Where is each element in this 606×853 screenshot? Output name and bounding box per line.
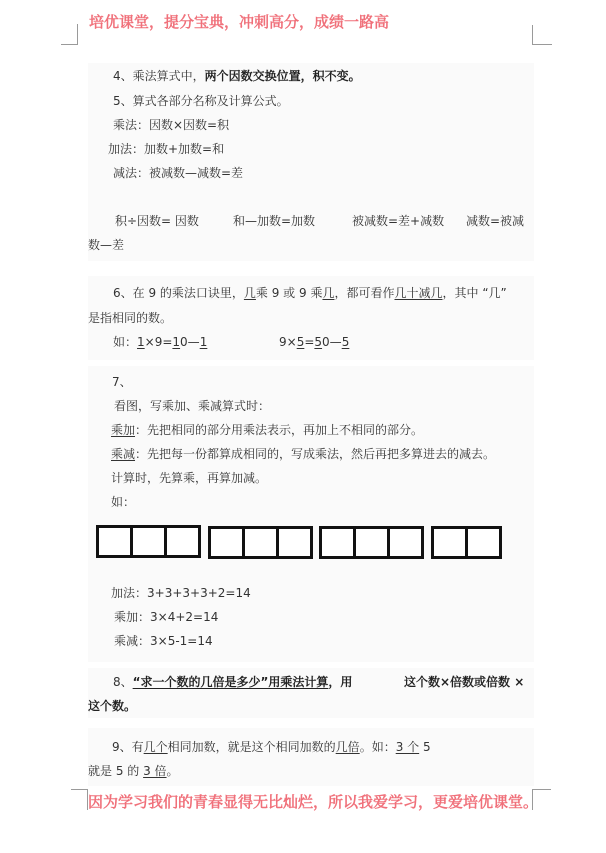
formula-derived-3: 被减数=差+减数 [352, 214, 445, 228]
box-cell [390, 529, 421, 556]
section-6-example-2: 9×5=50—5 [279, 335, 350, 349]
section-4: 4、乘法算式中，两个因数交换位置，积不变。 [113, 69, 361, 83]
box-group-3 [319, 526, 424, 559]
box-cell [211, 529, 245, 556]
section-6-example-1: 如：1×9=10—1 [113, 335, 208, 349]
box-cell [356, 529, 390, 556]
formula-multiplication: 乘法：因数×因数=积 [113, 118, 230, 132]
corner-mark-top-right [532, 25, 552, 45]
box-cell [167, 528, 198, 555]
formula-subtraction: 减法：被减数—减数=差 [113, 166, 244, 180]
box-group-4 [431, 526, 502, 559]
box-cell [245, 529, 279, 556]
section-9-cont: 就是 5 的 3 倍。 [88, 764, 179, 778]
box-cell [99, 528, 133, 555]
formula-derived-4: 减数=被减 [466, 214, 525, 228]
section-9: 9、有几个相同加数，就是这个相同加数的几倍。如：3 个 5 [112, 740, 431, 754]
equation-addition: 加法：3+3+3+3+2=14 [111, 586, 251, 600]
page-footer-slogan: 因为学习我们的青春显得无比灿烂，所以我爱学习，更爱培优课堂。 [88, 793, 539, 811]
section-7-mul-add: 乘加：先把相同的部分用乘法表示，再加上不相同的部分。 [111, 423, 424, 437]
section-6-cont: 是指相同的数。 [88, 311, 173, 325]
section-4-rule: 两个因数交换位置，积不变。 [204, 69, 361, 83]
box-group-2 [208, 526, 313, 559]
formula-derived-4-cont: 数—差 [88, 238, 125, 252]
section-7-order: 计算时，先算乘，再算加减。 [111, 471, 268, 485]
box-cell [468, 529, 499, 556]
box-cell [322, 529, 356, 556]
section-7-intro: 看图，写乘加、乘减算式时： [114, 399, 271, 413]
section-5-title: 5、算式各部分名称及计算公式。 [113, 94, 289, 108]
box-group-1 [96, 525, 201, 558]
box-cell [434, 529, 468, 556]
corner-mark-bottom-left [71, 789, 88, 810]
formula-derived-1: 积÷因数= 因数 [115, 214, 199, 228]
page-header-slogan: 培优课堂，提分宝典，冲刺高分，成绩一路高 [89, 13, 390, 31]
section-7-title: 7、 [112, 375, 132, 389]
equation-mul-add: 乘加：3×4+2=14 [114, 610, 219, 624]
formula-addition: 加法：加数+加数=和 [108, 142, 225, 156]
section-8-rule: 这个数×倍数或倍数 × [404, 675, 525, 689]
formula-derived-2: 和—加数=加数 [233, 214, 316, 228]
section-6: 6、在 9 的乘法口诀里，几乘 9 或 9 乘几，都可看作几十减几，其中 “几” [113, 286, 507, 300]
section-8: 8、“求一个数的几倍是多少”用乘法计算，用 [113, 675, 353, 689]
equation-mul-sub: 乘减：3×5-1=14 [114, 634, 213, 648]
section-8-cont: 这个数。 [88, 699, 137, 713]
box-cell [279, 529, 310, 556]
box-cell [133, 528, 167, 555]
section-7-mul-sub: 乘减：先把每一份都算成相同的，写成乘法，然后再把多算进去的减去。 [111, 447, 496, 461]
corner-mark-top-left [61, 24, 78, 45]
section-7-example-label: 如： [111, 495, 136, 509]
